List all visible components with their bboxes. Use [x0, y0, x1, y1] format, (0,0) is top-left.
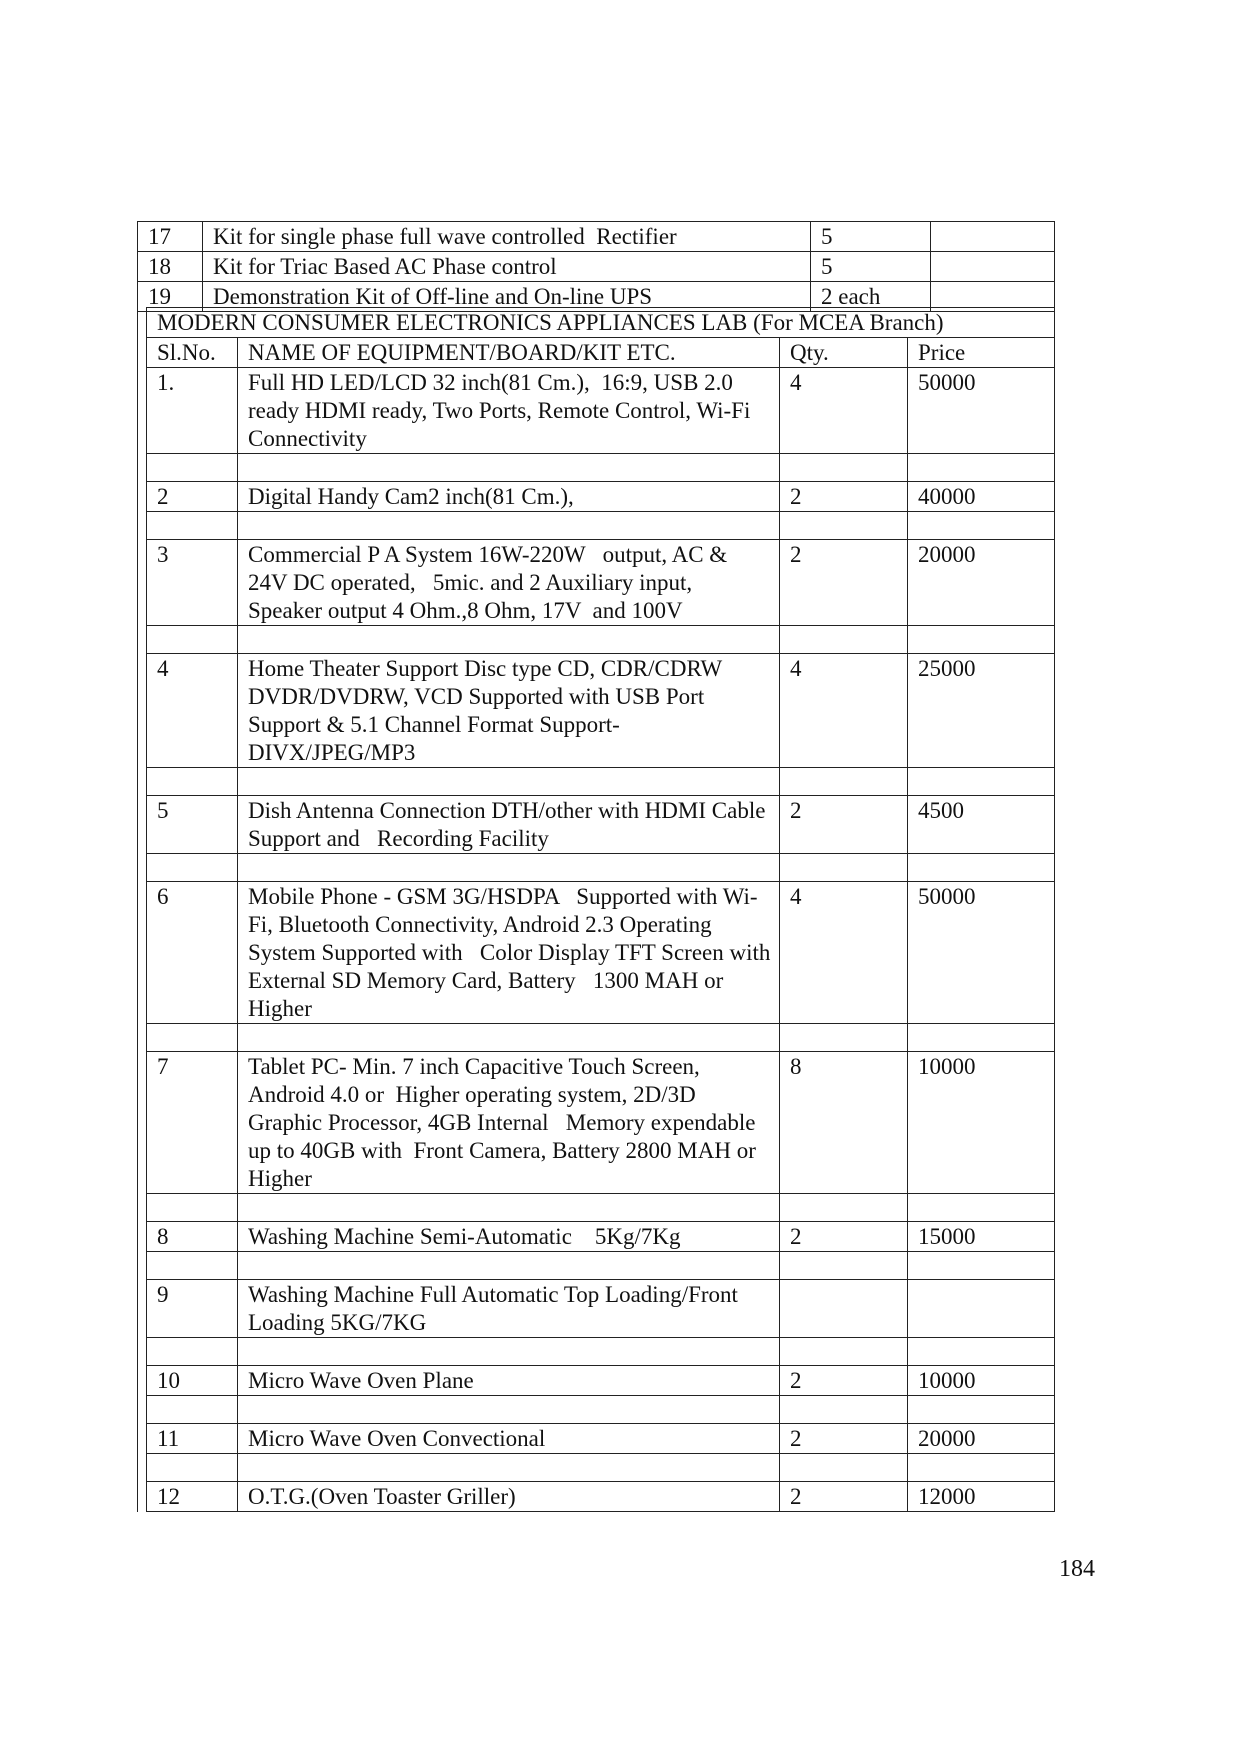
empty-cell [147, 512, 238, 540]
table-row [147, 654, 1055, 768]
spacer-row [147, 854, 1055, 882]
equipment-name-cell: Kit for single phase full wave controlled Rectifier [203, 222, 811, 252]
empty-cell [238, 1194, 780, 1222]
header-price: Price [908, 338, 1055, 368]
equipment-name-cell: O.T.G.(Oven Toaster Griller) [238, 1482, 780, 1512]
empty-cell [908, 626, 1055, 654]
empty-cell [147, 454, 238, 482]
table-row [138, 222, 1055, 252]
serial-number-cell: 6 [147, 882, 238, 1024]
equipment-name-cell: Dish Antenna Connection DTH/other with HDMI Cable Support and Recording Facility [238, 796, 780, 854]
empty-cell [908, 1194, 1055, 1222]
serial-number-cell: 3 [147, 540, 238, 626]
equipment-name-cell: Tablet PC- Min. 7 inch Capacitive Touch Screen, Android 4.0 or Higher operating system, 2D/3D Graphic Processor, 4GB Internal Memory expendable up to 40GB with Front Camera, Battery 2800 MAH or Higher [238, 1052, 780, 1194]
price-cell [931, 252, 1055, 282]
spacer-row [147, 454, 1055, 482]
quantity-cell: 2 [780, 796, 908, 854]
equipment-name-cell: Mobile Phone - GSM 3G/HSDPA Supported with Wi-Fi, Bluetooth Connectivity, Android 2.3 Operating System Supported with Color Display TFT Screen with External SD Memory Card, Battery 1300 MAH or Higher [238, 882, 780, 1024]
serial-number-cell: 11 [147, 1424, 238, 1454]
serial-number-cell: 4 [147, 654, 238, 768]
empty-cell [908, 1252, 1055, 1280]
quantity-cell: 2 [780, 1366, 908, 1396]
serial-number-cell: 12 [147, 1482, 238, 1512]
empty-cell [908, 1454, 1055, 1482]
empty-cell [780, 1338, 908, 1366]
empty-cell [238, 626, 780, 654]
price-cell: 15000 [908, 1222, 1055, 1252]
spacer-row [147, 1338, 1055, 1366]
table-row [147, 1222, 1055, 1252]
empty-cell [147, 1396, 238, 1424]
table-row [147, 1280, 1055, 1338]
quantity-cell [780, 1280, 908, 1338]
table-row [147, 796, 1055, 854]
price-cell [931, 222, 1055, 252]
empty-cell [908, 512, 1055, 540]
quantity-cell: 2 [780, 482, 908, 512]
empty-cell [908, 854, 1055, 882]
table-row [147, 1424, 1055, 1454]
continued-equipment-table [137, 221, 1055, 312]
spacer-row [147, 1252, 1055, 1280]
spacer-row [147, 1024, 1055, 1052]
serial-number-cell: 1. [147, 368, 238, 454]
empty-cell [238, 454, 780, 482]
equipment-name-cell: Commercial P A System 16W-220W output, AC & 24V DC operated, 5mic. and 2 Auxiliary input, Speaker output 4 Ohm.,8 Ohm, 17V and 100V [238, 540, 780, 626]
empty-cell [238, 1252, 780, 1280]
empty-cell [238, 1396, 780, 1424]
equipment-name-cell: Micro Wave Oven Plane [238, 1366, 780, 1396]
empty-cell [147, 1454, 238, 1482]
empty-cell [147, 626, 238, 654]
empty-cell [908, 1396, 1055, 1424]
serial-number-cell: 8 [147, 1222, 238, 1252]
empty-cell [908, 768, 1055, 796]
price-cell: 25000 [908, 654, 1055, 768]
price-cell: 10000 [908, 1052, 1055, 1194]
empty-cell [780, 626, 908, 654]
equipment-name-cell: Washing Machine Semi-Automatic 5Kg/7Kg [238, 1222, 780, 1252]
lab-equipment-table [146, 307, 1055, 1512]
spacer-row [147, 768, 1055, 796]
equipment-name-cell: Demonstration Kit of Off-line and On-line UPS [203, 282, 811, 312]
table-row [147, 1052, 1055, 1194]
serial-number-cell: 7 [147, 1052, 238, 1194]
price-cell: 50000 [908, 368, 1055, 454]
price-cell: 20000 [908, 540, 1055, 626]
lab-title-row [147, 308, 1055, 338]
empty-cell [780, 454, 908, 482]
serial-number-cell: 10 [147, 1366, 238, 1396]
spacer-row [147, 626, 1055, 654]
empty-cell [147, 1194, 238, 1222]
empty-cell [147, 768, 238, 796]
empty-cell [908, 454, 1055, 482]
quantity-cell: 2 [780, 1482, 908, 1512]
table-row [147, 1482, 1055, 1512]
quantity-cell: 4 [780, 368, 908, 454]
header-quantity: Qty. [780, 338, 908, 368]
empty-cell [147, 1024, 238, 1052]
header-equipment-name: NAME OF EQUIPMENT/BOARD/KIT ETC. [238, 338, 780, 368]
table-row [147, 482, 1055, 512]
empty-cell [780, 1024, 908, 1052]
price-cell: 20000 [908, 1424, 1055, 1454]
empty-cell [780, 512, 908, 540]
quantity-cell: 2 [780, 540, 908, 626]
price-cell [908, 1280, 1055, 1338]
page-number: 184 [1059, 1556, 1095, 1582]
price-cell: 12000 [908, 1482, 1055, 1512]
table-row [147, 368, 1055, 454]
table-row [147, 882, 1055, 1024]
empty-cell [908, 1024, 1055, 1052]
empty-cell [238, 768, 780, 796]
price-cell: 10000 [908, 1366, 1055, 1396]
spacer-row [147, 1194, 1055, 1222]
quantity-cell: 2 each [811, 282, 931, 312]
price-cell: 4500 [908, 796, 1055, 854]
table-row [138, 252, 1055, 282]
empty-cell [238, 1454, 780, 1482]
table-row [147, 1366, 1055, 1396]
empty-cell [238, 1338, 780, 1366]
equipment-name-cell: Kit for Triac Based AC Phase control [203, 252, 811, 282]
empty-cell [147, 854, 238, 882]
equipment-name-cell: Washing Machine Full Automatic Top Loading/Front Loading 5KG/7KG [238, 1280, 780, 1338]
header-row [147, 338, 1055, 368]
empty-cell [780, 1194, 908, 1222]
equipment-name-cell: Micro Wave Oven Convectional [238, 1424, 780, 1454]
quantity-cell: 5 [811, 252, 931, 282]
quantity-cell: 2 [780, 1222, 908, 1252]
empty-cell [238, 1024, 780, 1052]
lab-title: MODERN CONSUMER ELECTRONICS APPLIANCES LAB (For MCEA Branch) [147, 308, 1055, 338]
empty-cell [147, 1252, 238, 1280]
empty-cell [780, 1396, 908, 1424]
header-serial-number: Sl.No. [147, 338, 238, 368]
equipment-name-cell: Home Theater Support Disc type CD, CDR/CDRW DVDR/DVDRW, VCD Supported with USB Port Support & 5.1 Channel Format Support- DIVX/JPEG/MP3 [238, 654, 780, 768]
serial-number-cell: 2 [147, 482, 238, 512]
empty-cell [908, 1338, 1055, 1366]
serial-number-cell: 17 [138, 222, 203, 252]
empty-cell [238, 854, 780, 882]
equipment-name-cell: Full HD LED/LCD 32 inch(81 Cm.), 16:9, USB 2.0 ready HDMI ready, Two Ports, Remote Control, Wi-Fi Connectivity [238, 368, 780, 454]
quantity-cell: 8 [780, 1052, 908, 1194]
spacer-row [147, 512, 1055, 540]
table-left-rule [137, 307, 138, 1512]
price-cell: 40000 [908, 482, 1055, 512]
empty-cell [780, 1454, 908, 1482]
serial-number-cell: 19 [138, 282, 203, 312]
serial-number-cell: 9 [147, 1280, 238, 1338]
quantity-cell: 5 [811, 222, 931, 252]
quantity-cell: 4 [780, 654, 908, 768]
empty-cell [238, 512, 780, 540]
table-row [147, 540, 1055, 626]
serial-number-cell: 5 [147, 796, 238, 854]
spacer-row [147, 1396, 1055, 1424]
spacer-row [147, 1454, 1055, 1482]
quantity-cell: 4 [780, 882, 908, 1024]
serial-number-cell: 18 [138, 252, 203, 282]
empty-cell [780, 854, 908, 882]
price-cell: 50000 [908, 882, 1055, 1024]
empty-cell [780, 1252, 908, 1280]
quantity-cell: 2 [780, 1424, 908, 1454]
empty-cell [780, 768, 908, 796]
equipment-name-cell: Digital Handy Cam2 inch(81 Cm.), [238, 482, 780, 512]
empty-cell [147, 1338, 238, 1366]
